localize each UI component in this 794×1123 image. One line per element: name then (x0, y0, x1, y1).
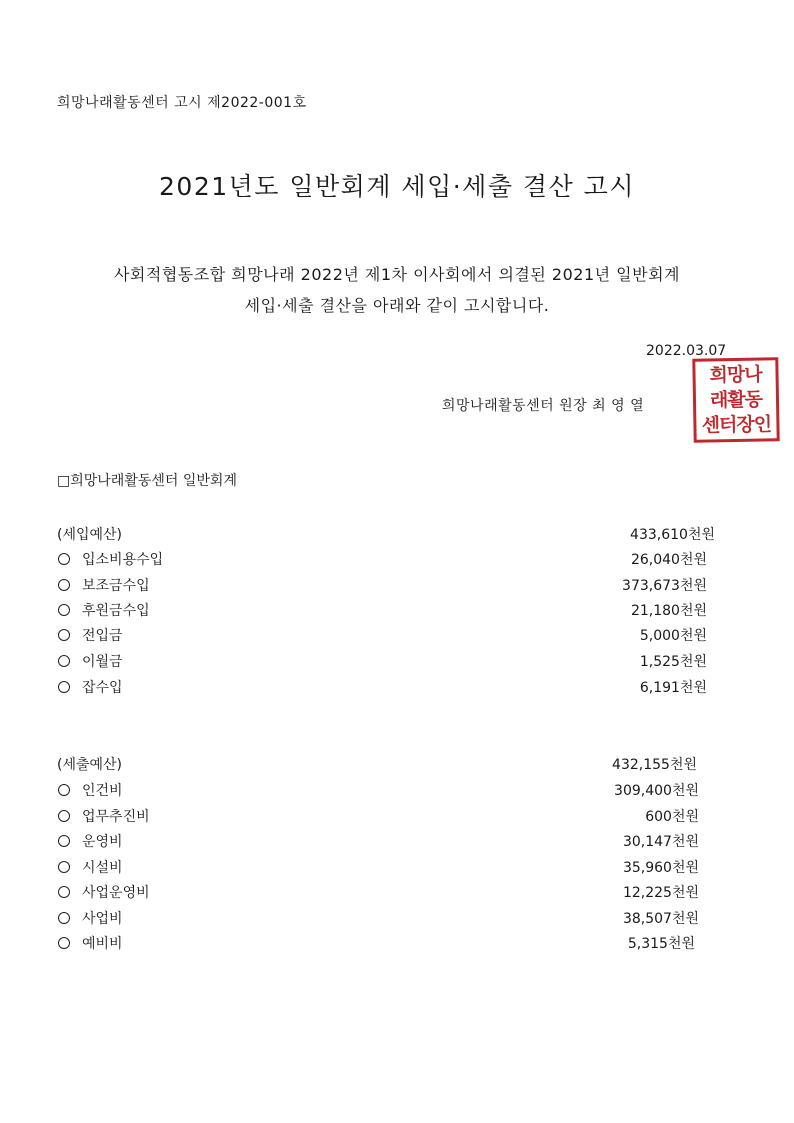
circle-bullet-icon (58, 835, 70, 847)
item-amount: 5,315천원 (627, 936, 695, 952)
section-heading: □희망나래활동센터 일반회계 (57, 473, 237, 489)
circle-bullet-icon (58, 629, 70, 641)
item-label: 입소비용수입 (82, 552, 164, 568)
official-seal (692, 357, 779, 442)
item-amount: 38,507천원 (622, 911, 699, 927)
item-amount: 26,040천원 (630, 552, 707, 568)
item-amount: 1,525천원 (639, 654, 707, 670)
revenue-heading: (세입예산) (57, 527, 123, 543)
item-amount: 30,147천원 (622, 834, 699, 850)
signer-name: 희망나래활동센터 원장 최 영 열 (442, 398, 645, 414)
expenditure-total-row (57, 754, 697, 776)
item-label: 전입금 (82, 628, 123, 644)
item-label: 보조금수입 (82, 578, 150, 594)
notice-date: 2022.03.07 (646, 343, 727, 359)
item-label: 업무추진비 (82, 809, 150, 825)
notice-number: 희망나래활동센터 고시 제2022-001호 (57, 95, 307, 111)
item-amount: 600천원 (645, 809, 699, 825)
list-item (57, 549, 707, 571)
circle-bullet-icon (58, 861, 70, 873)
list-item (57, 600, 707, 622)
circle-bullet-icon (58, 604, 70, 616)
list-item (57, 908, 699, 930)
list-item (57, 882, 699, 904)
list-item (57, 933, 695, 955)
revenue-total: 433,610천원 (630, 527, 715, 543)
circle-bullet-icon (58, 681, 70, 693)
item-amount: 373,673천원 (622, 578, 707, 594)
item-amount: 21,180천원 (630, 603, 707, 619)
list-item (57, 575, 707, 597)
revenue-total-row (57, 524, 715, 546)
intro-line-2: 세입·세출 결산을 아래와 같이 고시합니다. (244, 296, 550, 315)
circle-bullet-icon (58, 810, 70, 822)
item-label: 사업운영비 (82, 885, 150, 901)
item-label: 운영비 (82, 834, 123, 850)
item-amount: 35,960천원 (622, 860, 699, 876)
circle-bullet-icon (58, 912, 70, 924)
item-amount: 12,225천원 (622, 885, 699, 901)
circle-bullet-icon (58, 784, 70, 796)
circle-bullet-icon (58, 553, 70, 565)
item-label: 후원금수입 (82, 603, 150, 619)
expenditure-total: 432,155천원 (612, 757, 697, 773)
page-title: 2021년도 일반회계 세입·세출 결산 고시 (159, 172, 635, 201)
seal-line-1: 희망나 (709, 363, 762, 386)
circle-bullet-icon (58, 655, 70, 667)
item-label: 예비비 (82, 936, 123, 952)
seal-line-2: 래활동 (709, 388, 763, 411)
circle-bullet-icon (58, 579, 70, 591)
seal-line-3: 센터장인 (701, 412, 772, 437)
item-label: 인건비 (82, 783, 123, 799)
item-label: 이월금 (82, 654, 123, 670)
list-item (57, 625, 707, 647)
intro-line-1: 사회적협동조합 희망나래 2022년 제1차 이사회에서 의결된 2021년 일반회계 (113, 265, 681, 284)
circle-bullet-icon (58, 937, 70, 949)
list-item (57, 857, 699, 879)
item-amount: 309,400천원 (614, 783, 699, 799)
list-item (57, 831, 699, 853)
list-item (57, 651, 707, 673)
item-label: 잡수입 (82, 680, 123, 696)
list-item (57, 677, 707, 699)
item-amount: 6,191천원 (639, 680, 707, 696)
item-label: 사업비 (82, 911, 123, 927)
circle-bullet-icon (58, 886, 70, 898)
list-item (57, 806, 699, 828)
list-item (57, 780, 699, 802)
item-label: 시설비 (82, 860, 123, 876)
item-amount: 5,000천원 (639, 628, 707, 644)
expenditure-heading: (세출예산) (57, 757, 123, 773)
